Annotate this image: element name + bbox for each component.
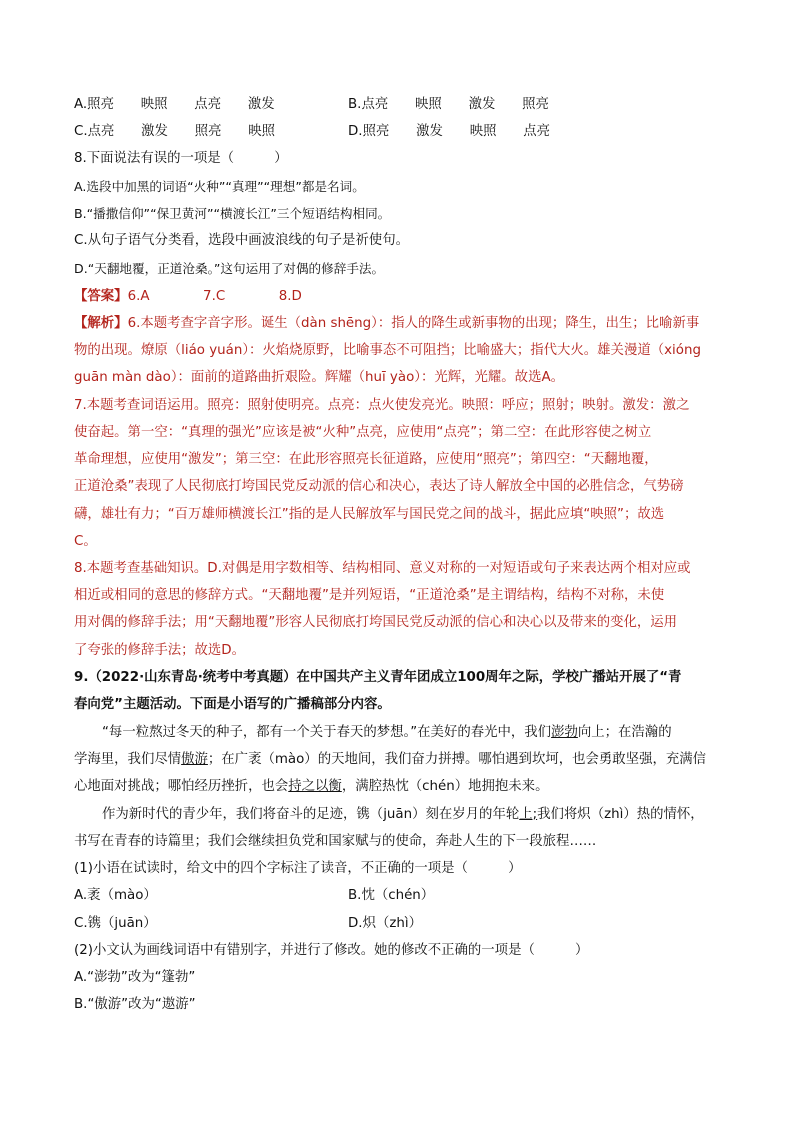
q7-option-d: D.照亮 激发 映照 点亮 [348, 124, 551, 139]
passage-text: 向上；在浩瀚的 [577, 725, 672, 740]
passage-text: 心地面对挑战；哪怕经历挫折，也会 [74, 779, 289, 794]
passage-line-3 [74, 776, 548, 798]
underlined-word-3: 持之以衡 [288, 779, 342, 794]
q9-stem-line-1: 9.（2022·山东青岛·统考中考真题）在中国共产主义青年团成立100周年之际，学校广播站开展了“青 [74, 670, 682, 685]
passage-text: ，满腔热忱（chén）地拥抱未来。 [341, 779, 549, 794]
q8-stem: 8.下面说法有误的一项是（ ） [74, 151, 288, 166]
passage-line-5: 书写在青春的诗篇里；我们会继续担负党和国家赋与的使命，奔赴人生的下一段旅程…… [74, 834, 597, 849]
sub-question-2: (2)小文认为画线词语中有错别字，并进行了修改。她的修改不正确的一项是（ ） [74, 943, 589, 958]
analysis-line-4: 7.本题考查词语运用。照亮：照射使明亮。点亮：点火使发亮光。映照：呼应；照射；映射。激发：激之 [74, 398, 690, 413]
analysis-line-2: 物的出现。燎原（liáo yuán）：火焰烧原野，比喻事态不可阻挡；比喻盛大；指代大火。雄关漫道（xióng [74, 343, 701, 358]
passage-line-4 [102, 804, 704, 826]
sub2-option-a: A.“澎勃”改为“篷勃” [74, 970, 196, 985]
sub1-option-c: C.镌（juān） [74, 916, 157, 931]
analysis-line-9: C。 [74, 534, 97, 549]
sub1-option-a: A.袤（mào） [74, 888, 157, 903]
analysis-line-10: 8.本题考查基础知识。D.对偶是用字数相等、结构相同、意义对称的一对短语或句子来表达两个相对应或 [74, 561, 691, 576]
sub2-option-b: B.“傲游”改为“遨游” [74, 997, 196, 1012]
analysis-line-3: guān màn dào）：面前的道路曲折艰险。辉耀（huī yào）：光辉，光耀。故选A。 [74, 370, 565, 385]
analysis-line-7: 正道沧桑”表现了人民彻底打垮国民党反动派的信心和决心，表达了诗人解放全中国的必胜信念，气势磅 [74, 479, 684, 494]
passage-text: “每一粒熬过冬天的种子，都有一个关于春天的梦想。”在美好的春光中，我们 [102, 725, 552, 740]
answer-line [74, 286, 302, 308]
q8-option-a: A.选段中加黑的词语“火种”“真理”“理想”都是名词。 [74, 179, 365, 194]
underlined-word-1: 澎勃 [551, 725, 578, 740]
analysis-text-1: 6.本题考查字音字形。诞生（dàn shēng）：指人的降生或新事物的出现；降生，出生；比喻新事 [127, 316, 700, 331]
answer-tag: 【答案】 [74, 289, 128, 304]
analysis-line-11: 相近或相同的意思的修辞方式。“天翻地覆”是并列短语，“正道沧桑”是主谓结构，结构不对称，未使 [74, 588, 665, 603]
passage-text: 我们将炽（zhì）热的情怀， [537, 807, 704, 822]
analysis-tag: 【解析】 [74, 316, 128, 331]
underlined-word-4: 上; [519, 807, 538, 822]
analysis-line-5: 使奋起。第一空：“真理的强光”应该是被“火种”点亮，应使用“点亮”；第二空：在此形容使之树立 [74, 425, 652, 440]
analysis-line-6: 革命理想，应使用“激发”；第三空：在此形容照亮长征道路，应使用“照亮”；第四空：“天翻地覆， [74, 452, 658, 467]
analysis-line-13: 了夸张的修辞手法；故选D。 [74, 643, 245, 658]
answer-text: 6.A 7.C 8.D [127, 289, 302, 304]
q7-option-a: A.照亮 映照 点亮 激发 [74, 97, 275, 112]
analysis-line-12: 用对偶的修辞手法；用“天翻地覆”形容人民彻底打垮国民党反动派的信心和决心以及带来的变化，运用 [74, 615, 678, 630]
q8-option-d: D.“天翻地覆，正道沧桑。”这句运用了对偶的修辞手法。 [74, 261, 385, 276]
q9-stem-line-2: 春向党”主题活动。下面是小语写的广播稿部分内容。 [74, 697, 391, 712]
q7-option-c: C.点亮 激发 照亮 映照 [74, 124, 276, 139]
underlined-word-2: 傲游 [181, 752, 208, 767]
q7-option-b: B.点亮 映照 激发 照亮 [348, 97, 549, 112]
sub1-option-d: D.炽（zhì） [348, 916, 422, 931]
passage-text: ；在广袤（mào）的天地间，我们奋力拼搏。哪怕遇到坎坷，也会勇敢坚强，充满信 [207, 752, 707, 767]
passage-line-2 [74, 749, 706, 771]
passage-text: 作为新时代的青少年，我们将奋斗的足迹，镌（juān）刻在岁月的年轮 [102, 807, 520, 822]
passage-text: 学海里，我们尽情 [74, 752, 182, 767]
sub-question-1: (1)小语在试读时，给文中的四个字标注了读音，不正确的一项是（ ） [74, 861, 522, 876]
analysis-line-1 [74, 313, 699, 335]
q8-option-b: B.“播撒信仰”“保卫黄河”“横渡长江”三个短语结构相同。 [74, 206, 391, 221]
q8-option-c: C.从句子语气分类看，选段中画波浪线的句子是祈使句。 [74, 233, 409, 248]
analysis-line-8: 礴，雄壮有力；“百万雄师横渡长江”指的是人民解放军与国民党之间的战斗，据此应填“映照”；故选 [74, 507, 665, 522]
sub1-option-b: B.忱（chén） [348, 888, 435, 903]
passage-line-1 [102, 722, 672, 744]
